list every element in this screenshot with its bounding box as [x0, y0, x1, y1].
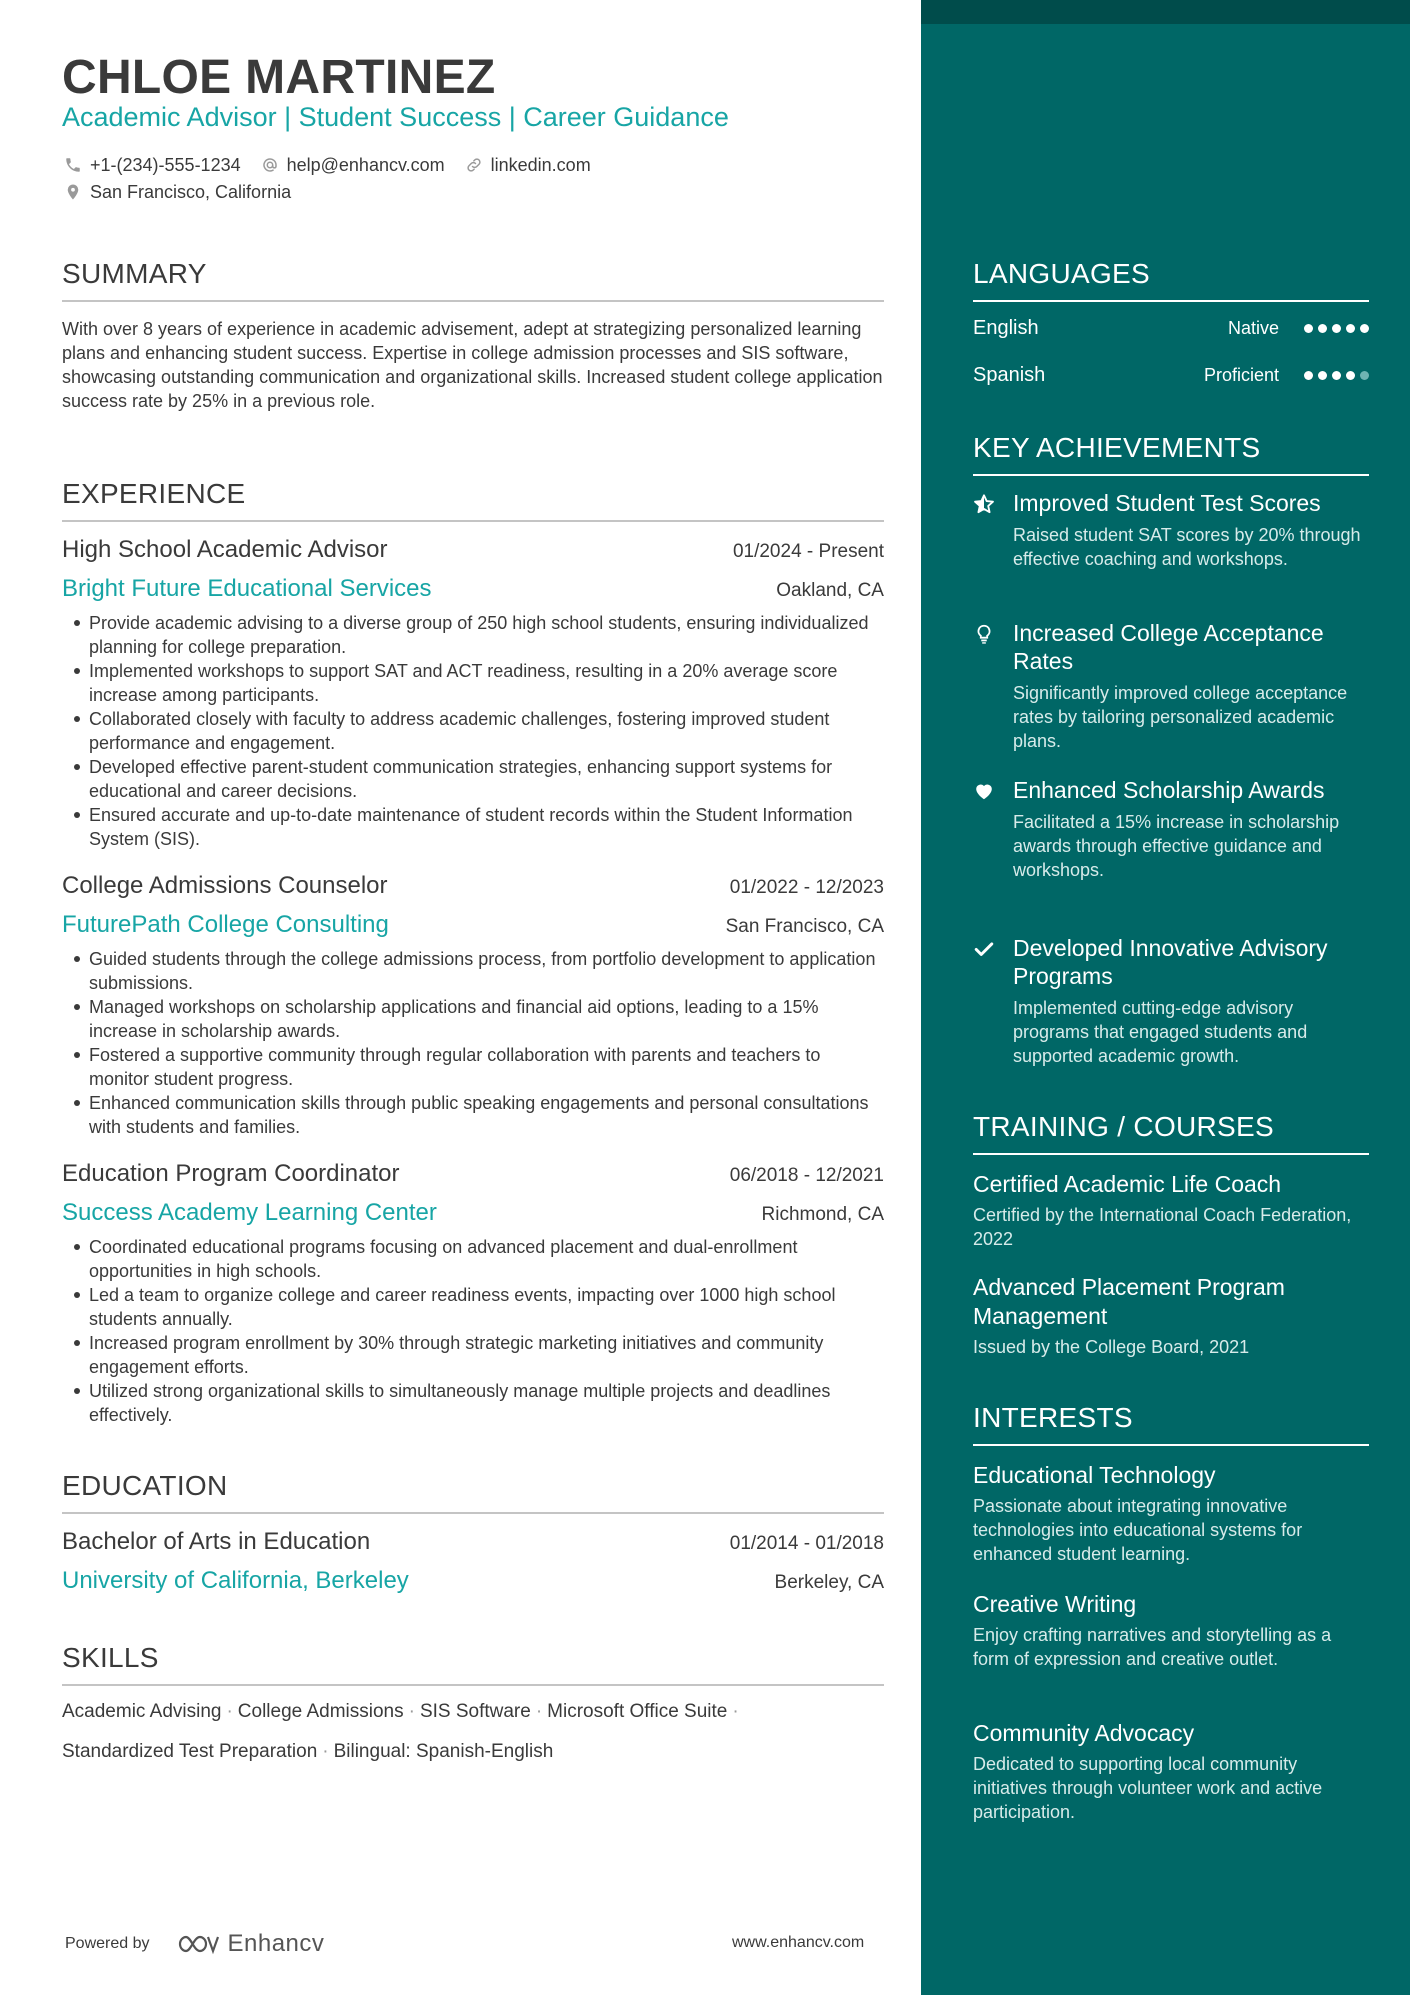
language-rating — [1299, 371, 1369, 380]
language-name: English — [973, 317, 1039, 339]
training-heading: TRAINING / COURSES — [973, 1111, 1369, 1155]
contact-email[interactable] — [259, 154, 445, 176]
bullet-item: Developed effective parent-student communication strategies, enhancing support systems for educational and career decisions. — [62, 755, 884, 803]
contact-info — [62, 152, 609, 206]
sidebar — [921, 0, 1410, 1995]
training-item — [973, 1170, 1369, 1251]
interest-desc: Enjoy crafting narratives and storytelling as a form of expression and creative outlet. — [973, 1625, 1332, 1669]
achievement-item — [973, 776, 1369, 882]
interests-heading: INTERESTS — [973, 1402, 1369, 1446]
company-name: Success Academy Learning Center — [62, 1199, 437, 1226]
language-level: Proficient — [1203, 365, 1279, 385]
headline: Academic Advisor | Student Success | Career Guidance — [62, 102, 729, 132]
language-level: Native — [1227, 318, 1279, 338]
achievement-desc: Implemented cutting-edge advisory programs that engaged students and supported academic growth. — [1013, 998, 1308, 1066]
checkmark-icon — [973, 938, 995, 960]
lightbulb-icon — [973, 623, 995, 645]
interest-item — [973, 1590, 1369, 1671]
sidebar-top-band — [921, 0, 1410, 24]
at-icon — [259, 154, 281, 176]
interest-item — [973, 1719, 1369, 1824]
achievement-desc: Significantly improved college acceptance rates by tailoring personalized academic plans. — [1013, 683, 1348, 751]
interest-desc: Dedicated to supporting local community initiatives through volunteer work and active participation. — [973, 1754, 1323, 1822]
interest-title: Creative Writing — [973, 1591, 1137, 1617]
language-item — [973, 317, 1369, 340]
bullet-item: Ensured accurate and up-to-date maintenance of student records within the Student Information System (SIS). — [62, 803, 884, 851]
skill-item: Academic Advising — [62, 1701, 222, 1722]
link-icon — [463, 154, 485, 176]
linkedin-link[interactable]: linkedin.com — [490, 154, 591, 175]
achievement-item — [973, 619, 1369, 753]
achievement-title: Improved Student Test Scores — [1013, 490, 1321, 516]
job-title: Education Program Coordinator — [62, 1160, 400, 1187]
education-dates: 01/2014 - 01/2018 — [729, 1533, 884, 1554]
skill-item: Standardized Test Preparation — [62, 1741, 318, 1762]
job-bullets — [62, 1235, 884, 1427]
experience-item — [62, 1160, 884, 1427]
skill-item: Bilingual: Spanish-English — [333, 1741, 554, 1762]
job-location: Richmond, CA — [761, 1204, 884, 1225]
website-link[interactable]: www.enhancv.com — [732, 1934, 865, 1951]
interest-title: Community Advocacy — [973, 1720, 1195, 1746]
languages-heading: LANGUAGES — [973, 258, 1369, 302]
experience-heading: EXPERIENCE — [62, 478, 884, 522]
summary-text: With over 8 years of experience in academic advisement, adept at strategizing personalized learning plans and enhancing student success. Expertise in college admission processes and SIS software, showcasing outstanding communication and organizational skills. Increased student college application success rate by 25% in a previous role. — [62, 319, 883, 411]
degree: Bachelor of Arts in Education — [62, 1528, 371, 1555]
company-name: FuturePath College Consulting — [62, 911, 389, 938]
training-item — [973, 1273, 1369, 1359]
bullet-item: Enhanced communication skills through public speaking engagements and personal consultations with students and families. — [62, 1091, 884, 1139]
education-location: Berkeley, CA — [774, 1572, 884, 1593]
candidate-name: CHLOE MARTINEZ — [62, 51, 496, 104]
location-pin-icon — [62, 181, 84, 203]
contact-linkedin[interactable] — [463, 154, 591, 176]
job-dates: 01/2022 - 12/2023 — [729, 877, 884, 898]
skill-item: SIS Software — [419, 1701, 531, 1722]
company-name: Bright Future Educational Services — [62, 575, 432, 602]
summary-heading: SUMMARY — [62, 258, 884, 302]
training-title: Advanced Placement Program Management — [973, 1274, 1285, 1329]
skills-list: Academic Advising · College Admissions · SIS Software · Microsoft Office Suite · Standardized Test Preparation · Bilingual: Spanish-English — [62, 1701, 739, 1762]
school-name: University of California, Berkeley — [62, 1567, 409, 1594]
enhancv-logo-icon — [176, 1932, 222, 1956]
language-item — [973, 364, 1369, 387]
achievement-desc: Raised student SAT scores by 20% through effective coaching and workshops. — [1013, 525, 1361, 569]
achievement-title: Developed Innovative Advisory Programs — [1013, 935, 1328, 989]
star-icon — [973, 493, 995, 515]
skill-item: Microsoft Office Suite — [547, 1701, 728, 1722]
phone-text: +1-(234)-555-1234 — [90, 154, 241, 175]
job-dates: 06/2018 - 12/2021 — [729, 1165, 884, 1186]
email-link[interactable]: help@enhancv.com — [286, 154, 445, 175]
powered-by-label: Powered by — [65, 1935, 150, 1952]
job-title: College Admissions Counselor — [62, 872, 388, 899]
achievements-heading: KEY ACHIEVEMENTS — [973, 432, 1369, 476]
bullet-item: Utilized strong organizational skills to simultaneously manage multiple projects and deadlines effectively. — [62, 1379, 884, 1427]
interest-desc: Passionate about integrating innovative technologies into educational systems for enhanced student learning. — [973, 1496, 1303, 1564]
bullet-item: Provide academic advising to a diverse group of 250 high school students, ensuring individualized planning for college preparation. — [62, 611, 884, 659]
interest-item — [973, 1461, 1369, 1566]
phone-icon — [62, 154, 84, 176]
achievement-item — [973, 489, 1369, 571]
job-bullets — [62, 611, 884, 851]
experience-item — [62, 536, 884, 851]
interest-title: Educational Technology — [973, 1462, 1216, 1488]
skill-item: College Admissions — [237, 1701, 404, 1722]
achievement-item — [973, 934, 1369, 1068]
job-dates: 01/2024 - Present — [732, 541, 884, 562]
job-bullets — [62, 947, 884, 1139]
bullet-item: Increased program enrollment by 30% through strategic marketing initiatives and community engagement efforts. — [62, 1331, 884, 1379]
job-location: Oakland, CA — [776, 580, 884, 601]
bullet-item: Fostered a supportive community through regular collaboration with parents and teachers to monitor student progress. — [62, 1043, 884, 1091]
job-location: San Francisco, CA — [725, 916, 884, 937]
bullet-item: Managed workshops on scholarship applications and financial aid options, leading to a 15% increase in scholarship awards. — [62, 995, 884, 1043]
contact-location — [62, 181, 291, 203]
footer-branding — [65, 1930, 324, 1958]
brand-name: Enhancv — [227, 1930, 325, 1957]
bullet-item: Collaborated closely with faculty to address academic challenges, fostering improved student performance and engagement. — [62, 707, 884, 755]
enhancv-logo[interactable] — [176, 1930, 325, 1958]
achievement-desc: Facilitated a 15% increase in scholarship awards through effective guidance and workshops. — [1013, 812, 1340, 880]
training-title: Certified Academic Life Coach — [973, 1171, 1282, 1197]
training-desc: Certified by the International Coach Federation, 2022 — [973, 1205, 1352, 1249]
experience-item — [62, 872, 884, 1139]
bullet-item: Coordinated educational programs focusing on advanced placement and dual-enrollment opportunities in high schools. — [62, 1235, 884, 1283]
contact-phone — [62, 154, 241, 176]
heart-icon — [973, 780, 995, 802]
language-rating — [1299, 324, 1369, 333]
skills-heading: SKILLS — [62, 1642, 884, 1686]
location-text: San Francisco, California — [90, 181, 292, 202]
achievement-title: Enhanced Scholarship Awards — [1013, 777, 1325, 803]
education-heading: EDUCATION — [62, 1470, 884, 1514]
job-title: High School Academic Advisor — [62, 536, 388, 563]
language-name: Spanish — [973, 364, 1046, 386]
bullet-item: Led a team to organize college and career readiness events, impacting over 1000 high school students annually. — [62, 1283, 884, 1331]
achievement-title: Increased College Acceptance Rates — [1013, 620, 1324, 674]
training-desc: Issued by the College Board, 2021 — [973, 1337, 1250, 1357]
bullet-item: Guided students through the college admissions process, from portfolio development to application submissions. — [62, 947, 884, 995]
education-item — [62, 1528, 884, 1595]
bullet-item: Implemented workshops to support SAT and ACT readiness, resulting in a 20% average score increase among participants. — [62, 659, 884, 707]
